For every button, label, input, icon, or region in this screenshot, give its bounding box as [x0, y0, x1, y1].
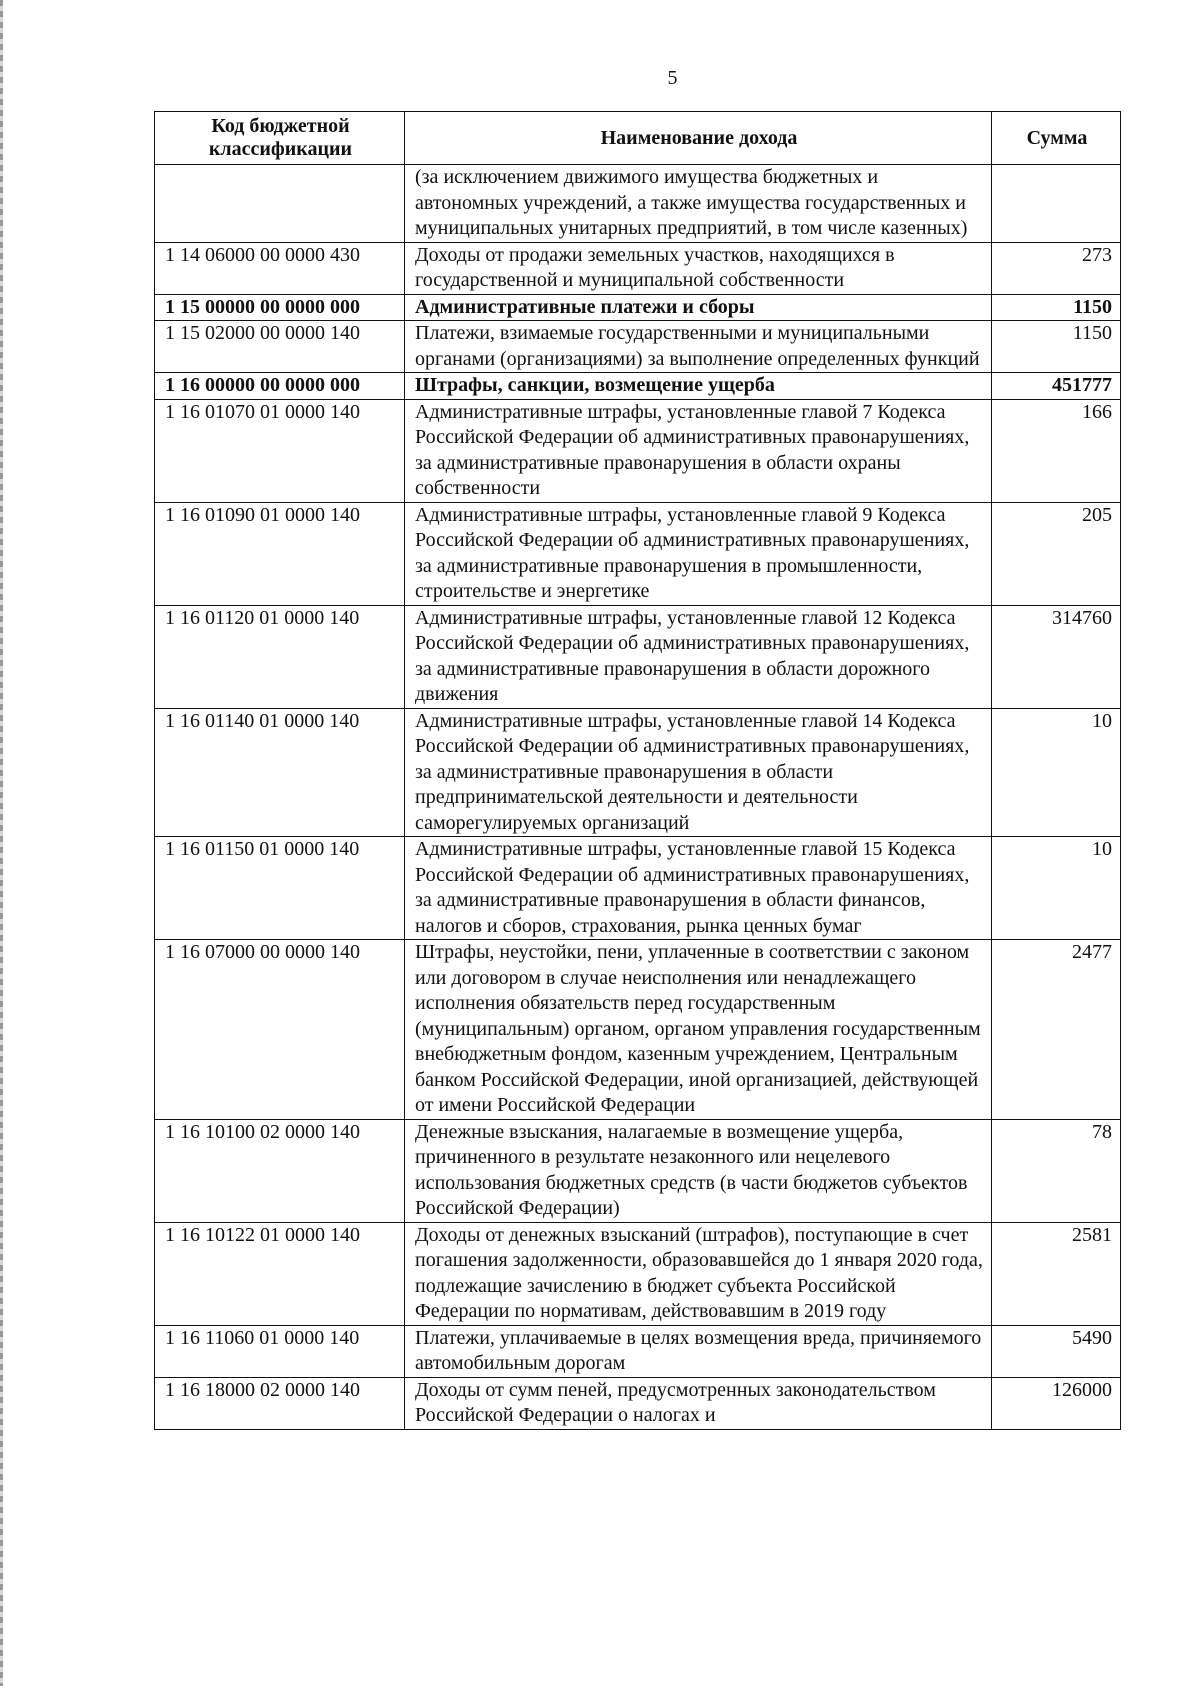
row-name: Административные штрафы, установленные главой 7 Кодекса Российской Федерации об административных правонарушениях, за административные правонарушения в области охраны собственности — [405, 399, 992, 502]
revenue-table — [154, 111, 1121, 1430]
table-row — [155, 1119, 1121, 1222]
row-name: (за исключением движимого имущества бюджетных и автономных учреждений, а также имущества государственных и муниципальных унитарных предприятий, в том числе казенных) — [405, 165, 992, 243]
row-sum: 166 — [992, 399, 1121, 502]
row-code: 1 16 11060 01 0000 140 — [155, 1325, 405, 1377]
table-row — [155, 373, 1121, 400]
row-code: 1 16 01150 01 0000 140 — [155, 837, 405, 940]
table-row — [155, 1222, 1121, 1325]
row-sum: 78 — [992, 1119, 1121, 1222]
row-code: 1 16 00000 00 0000 000 — [155, 373, 405, 400]
row-sum: 2477 — [992, 940, 1121, 1120]
row-code: 1 16 01090 01 0000 140 — [155, 502, 405, 605]
row-sum: 205 — [992, 502, 1121, 605]
table-row — [155, 1377, 1121, 1429]
row-sum: 1150 — [992, 321, 1121, 373]
page-number: 5 — [667, 67, 678, 89]
header-code: Код бюджетной классификации — [155, 112, 405, 165]
row-code: 1 14 06000 00 0000 430 — [155, 242, 405, 294]
row-sum: 10 — [992, 837, 1121, 940]
row-code — [155, 165, 405, 243]
row-code: 1 16 01120 01 0000 140 — [155, 605, 405, 708]
row-code: 1 16 07000 00 0000 140 — [155, 940, 405, 1120]
row-sum: 10 — [992, 708, 1121, 837]
row-name: Административные штрафы, установленные главой 9 Кодекса Российской Федерации об административных правонарушениях, за административные правонарушения в промышленности, строительстве и энергетике — [405, 502, 992, 605]
header-sum: Сумма — [992, 112, 1121, 165]
table-row — [155, 940, 1121, 1120]
row-code: 1 16 10122 01 0000 140 — [155, 1222, 405, 1325]
table-row — [155, 708, 1121, 837]
row-name: Штрафы, неустойки, пени, уплаченные в соответствии с законом или договором в случае неисполнения или ненадлежащего исполнения обязательств перед государственным (муниципальным) органом, органом управления государственным внебюджетным фондом, казенным учреждением, Центральным банком Российской Федерации, иной организацией, действующей от имени Российской Федерации — [405, 940, 992, 1120]
row-name: Платежи, уплачиваемые в целях возмещения вреда, причиняемого автомобильным дорогам — [405, 1325, 992, 1377]
table-header-row — [155, 112, 1121, 165]
row-name: Денежные взыскания, налагаемые в возмещение ущерба, причиненного в результате незаконного или нецелевого использования бюджетных средств (в части бюджетов субъектов Российской Федерации) — [405, 1119, 992, 1222]
row-code: 1 16 01070 01 0000 140 — [155, 399, 405, 502]
header-name: Наименование дохода — [405, 112, 992, 165]
table-row — [155, 1325, 1121, 1377]
row-code: 1 15 02000 00 0000 140 — [155, 321, 405, 373]
row-code: 1 15 00000 00 0000 000 — [155, 294, 405, 321]
scan-edge — [0, 0, 3, 1686]
row-name: Административные штрафы, установленные главой 15 Кодекса Российской Федерации об административных правонарушениях, за административные правонарушения в области финансов, налогов и сборов, страхования, рынка ценных бумаг — [405, 837, 992, 940]
table-row — [155, 399, 1121, 502]
row-name: Доходы от денежных взысканий (штрафов), поступающие в счет погашения задолженности, образовавшейся до 1 января 2020 года, подлежащие зачислению в бюджет субъекта Российской Федерации по нормативам, действовавшим в 2019 году — [405, 1222, 992, 1325]
table-body — [155, 165, 1121, 1430]
table-row — [155, 165, 1121, 243]
table-row — [155, 242, 1121, 294]
row-code: 1 16 10100 02 0000 140 — [155, 1119, 405, 1222]
row-code: 1 16 01140 01 0000 140 — [155, 708, 405, 837]
table-row — [155, 321, 1121, 373]
row-name: Штрафы, санкции, возмещение ущерба — [405, 373, 992, 400]
row-code: 1 16 18000 02 0000 140 — [155, 1377, 405, 1429]
row-name: Доходы от продажи земельных участков, находящихся в государственной и муниципальной собственности — [405, 242, 992, 294]
row-name: Административные штрафы, установленные главой 14 Кодекса Российской Федерации об административных правонарушениях, за административные правонарушения в области предпринимательской деятельности и деятельности саморегулируемых организаций — [405, 708, 992, 837]
row-name: Платежи, взимаемые государственными и муниципальными органами (организациями) за выполнение определенных функций — [405, 321, 992, 373]
table-row — [155, 502, 1121, 605]
row-name: Доходы от сумм пеней, предусмотренных законодательством Российской Федерации о налогах и — [405, 1377, 992, 1429]
row-sum: 1150 — [992, 294, 1121, 321]
row-name: Административные штрафы, установленные главой 12 Кодекса Российской Федерации об административных правонарушениях, за административные правонарушения в области дорожного движения — [405, 605, 992, 708]
table-row — [155, 605, 1121, 708]
row-sum: 451777 — [992, 373, 1121, 400]
row-sum: 5490 — [992, 1325, 1121, 1377]
row-sum: 273 — [992, 242, 1121, 294]
row-sum: 314760 — [992, 605, 1121, 708]
row-sum — [992, 165, 1121, 243]
row-sum: 126000 — [992, 1377, 1121, 1429]
table-row — [155, 837, 1121, 940]
row-name: Административные платежи и сборы — [405, 294, 992, 321]
table-row — [155, 294, 1121, 321]
row-sum: 2581 — [992, 1222, 1121, 1325]
